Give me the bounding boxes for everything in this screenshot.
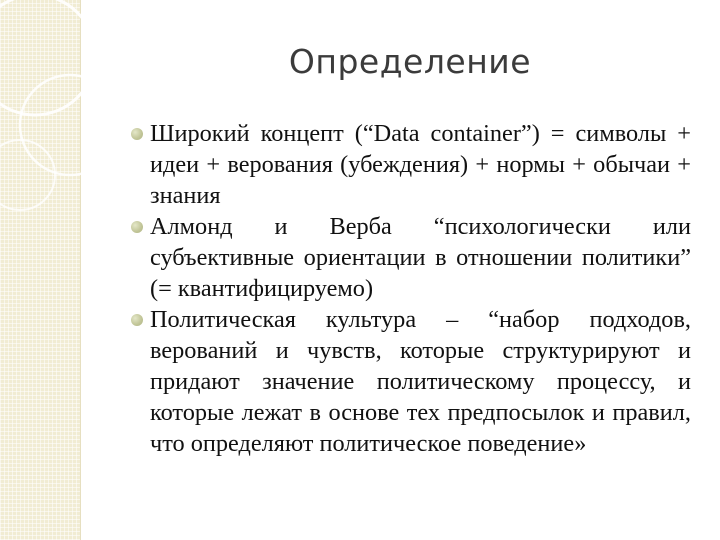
slide-title: Определение — [288, 42, 532, 81]
bullet-list — [131, 118, 691, 459]
bullet-dot-icon — [131, 314, 143, 326]
bullet-text: Политическая культура – “набор подходов, верований и чувств, которые структурируют и придают значение политическому процессу, и которые лежат в основе тех предпосылок и правил, что определяют политическое поведение» — [150, 306, 691, 457]
bullet-item — [131, 304, 691, 459]
bullet-text: Широкий концепт (“Data container”) = символы + идеи + верования (убеждения) + нормы + обычаи + знания — [150, 120, 691, 209]
bullet-dot-icon — [131, 128, 143, 140]
decorative-rings-icon — [0, 0, 140, 230]
bullet-item — [131, 118, 691, 211]
bullet-text: Алмонд и Верба “психологически или субъективные ориентации в отношении политики” (= квантифицируемо) — [150, 213, 691, 302]
bullet-dot-icon — [131, 221, 143, 233]
bullet-item — [131, 211, 691, 304]
